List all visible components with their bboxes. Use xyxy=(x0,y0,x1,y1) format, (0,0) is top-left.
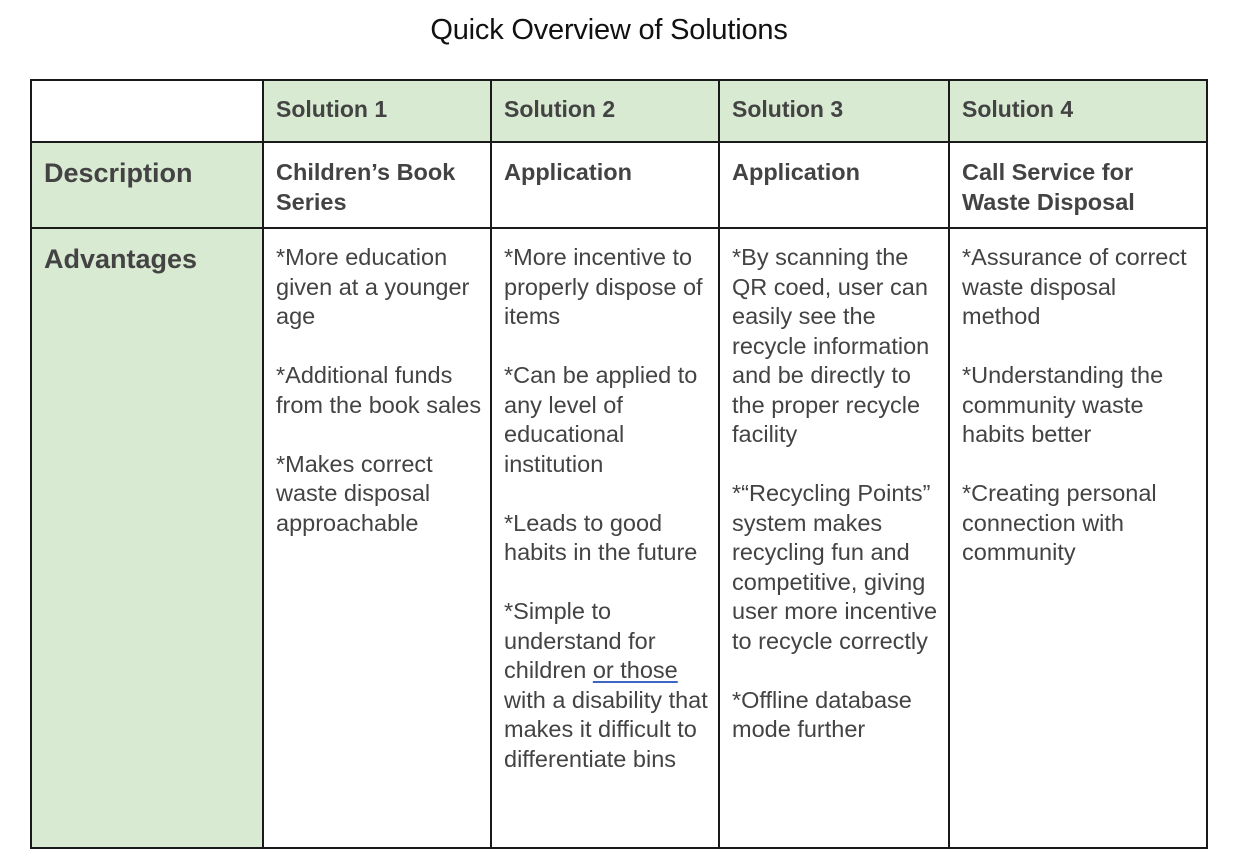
advantage-item: *Assurance of correct waste disposal method xyxy=(962,244,1187,329)
advantages-solution-2[interactable] xyxy=(491,228,719,848)
header-solution-2[interactable]: Solution 2 xyxy=(491,80,719,142)
advantage-item: *“Recycling Points” system makes recycling fun and competitive, giving user more incentive to recycle correctly xyxy=(732,480,938,654)
advantage-item: *More incentive to properly dispose of items xyxy=(504,244,703,329)
advantages-solution-1[interactable] xyxy=(263,228,491,848)
description-row-label[interactable]: Description xyxy=(31,142,263,228)
advantage-item: *Creating personal connection with community xyxy=(962,480,1157,565)
advantages-solution-4[interactable] xyxy=(949,228,1207,848)
advantage-text-after: with a disability that makes it difficult to differentiate bins xyxy=(504,686,708,772)
header-solution-1[interactable]: Solution 1 xyxy=(263,80,491,142)
advantages-row-label[interactable]: Advantages xyxy=(31,228,263,848)
table-header-row xyxy=(31,80,1207,142)
description-solution-3[interactable]: Application xyxy=(719,142,949,228)
advantages-solution-3[interactable] xyxy=(719,228,949,848)
solutions-overview-table xyxy=(30,79,1208,849)
description-row xyxy=(31,142,1207,228)
advantage-item: *Makes correct waste disposal approachable xyxy=(276,450,433,536)
advantage-text-before: *Simple to understand for children xyxy=(504,598,656,683)
corner-cell[interactable] xyxy=(31,80,263,142)
advantage-item: *More education given at a younger age xyxy=(276,244,470,329)
advantage-item: *Leads to good habits in the future xyxy=(504,509,698,565)
document-title: Quick Overview of Solutions xyxy=(430,14,788,46)
advantage-item: *Understanding the community waste habits better xyxy=(962,362,1164,447)
header-solution-3[interactable]: Solution 3 xyxy=(719,80,949,142)
description-solution-2[interactable]: Application xyxy=(491,142,719,228)
description-solution-1[interactable]: Children’s Book Series xyxy=(263,142,491,228)
spellcheck-flagged-text[interactable]: or those xyxy=(592,657,678,683)
description-solution-4[interactable]: Call Service for Waste Disposal xyxy=(949,142,1207,228)
advantage-item xyxy=(504,597,710,774)
header-solution-4[interactable]: Solution 4 xyxy=(949,80,1207,142)
advantage-item: *Additional funds from the book sales xyxy=(276,362,482,418)
advantages-row xyxy=(31,228,1207,848)
advantage-item: *Offline database mode further xyxy=(732,686,912,742)
advantage-item: *Can be applied to any level of educational institution xyxy=(504,362,698,477)
advantage-item: *By scanning the QR coed, user can easily see the recycle information and be directly to the proper recycle facility xyxy=(732,244,930,447)
